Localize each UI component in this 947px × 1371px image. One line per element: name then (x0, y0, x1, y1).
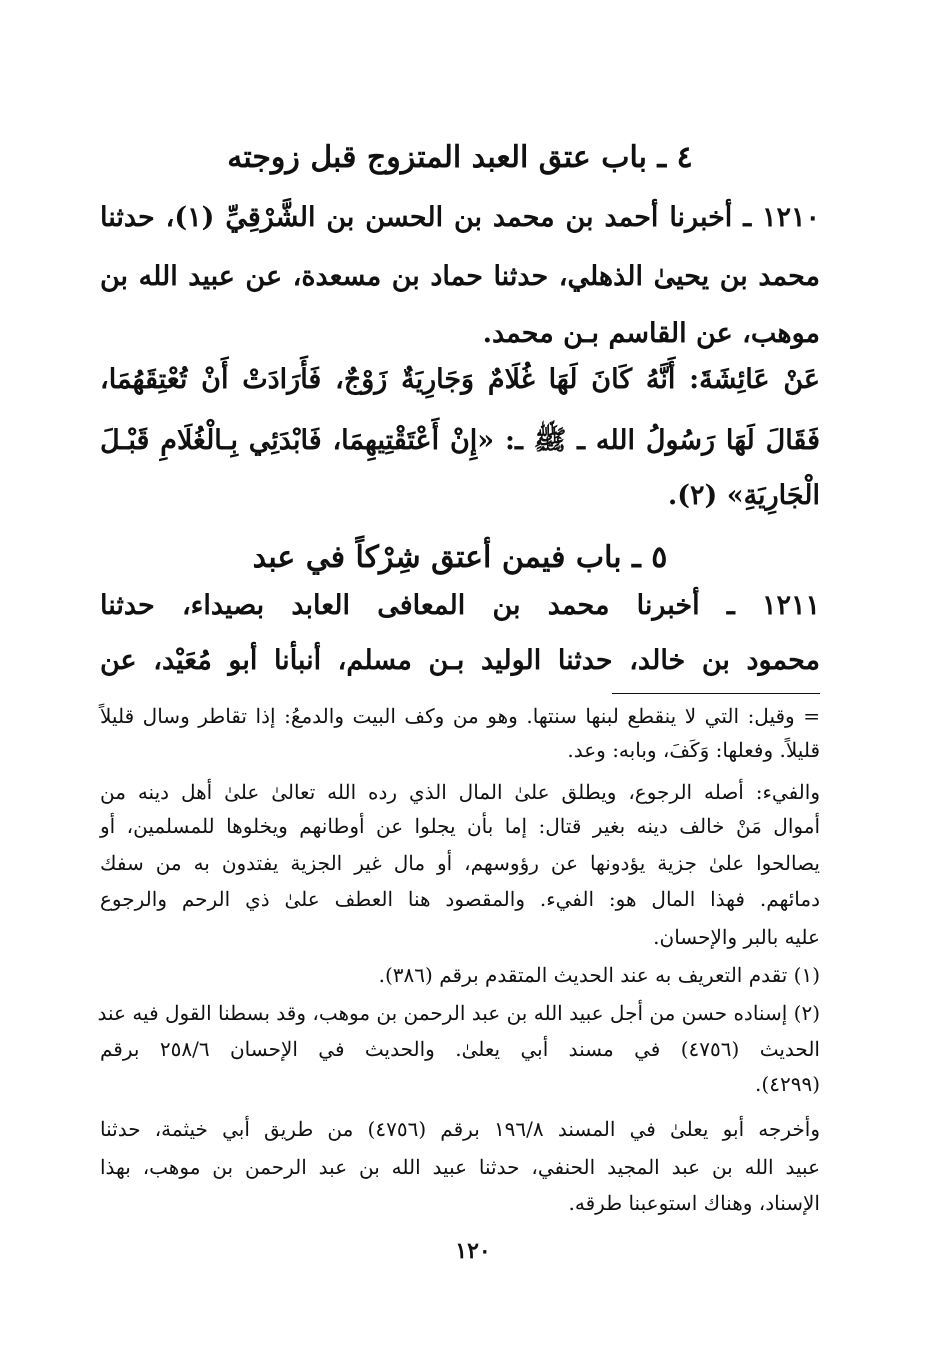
hadith-1210-line-1: ١٢١٠ ـ أخبرنا أحمد بن محمد بن الحسن بن الشَّرْقِيِّ (١)، حدثنا (100, 202, 821, 233)
section-heading-4: ٤ ـ باب عتق العبد المتزوج قبل زوجته (227, 140, 693, 175)
hadith-1211-line-1: ١٢١١ ـ أخبرنا محمد بن المعافى العابد بصيداء، حدثنا (100, 590, 820, 621)
footnote-line-5: يصالحوا علىٰ جزية يؤدونها عن رؤوسهم، أو مال غير الجزية يفتدون به من سفك (100, 851, 820, 875)
hadith-1210-line-4: عَنْ عَائِشَةَ: أَنَّهُ كَانَ لَهَا غُلَامٌ وَجَارِيَةٌ زَوْجٌ، فَأَرَادَتْ أَنْ تُعْتِقَهُمَا، (100, 364, 820, 395)
footnote-1: (١) تقدم التعريف به عند الحديث المتقدم برقم (٣٨٦). (378, 963, 820, 987)
footnote-2-line-4: وأخرجه أبو يعلىٰ في المسند ١٩٦/٨ برقم (٤٧٥٦) من طريق أبي خيثمة، حدثنا (100, 1117, 821, 1141)
hadith-1210-line-6: الْجَارِيَةِ» (٢). (667, 480, 820, 511)
section-heading-5: ٥ ـ باب فيمن أعتق شِرْكاً في عبد (252, 540, 668, 575)
footnote-separator (612, 693, 820, 694)
footnote-line-1: = وقيل: التي لا ينقطع لبنها سنتها. وهو من وكف البيت والدمعُ: إذا تقاطر وسال قليلاً (100, 704, 820, 728)
footnote-line-4: أموال مَنْ خالف دينه بغير قتال: إما بأن يجلوا عن أوطانهم ويخلوها للمسلمين، أو (100, 814, 820, 838)
footnote-2-line-2: الحديث (٤٧٥٦) في مسند أبي يعلىٰ. والحديث في الإحسان ٢٥٨/٦ برقم (100, 1037, 820, 1061)
hadith-1211-line-2: محمود بن خالد، حدثنا الوليد بـن مسلم، أنبأنا أبو مُعَيْد، عن (100, 645, 820, 676)
footnote-line-6: دمائهم. فهذا المال هو: الفيء. والمقصود هنا العطف علىٰ ذي الرحم والرجوع (100, 887, 820, 911)
hadith-1210-line-3: موهب، عن القاسم بـن محمد. (482, 318, 820, 349)
footnote-line-3: والفيء: أصله الرجوع، ويطلق علىٰ المال الذي رده الله تعالىٰ علىٰ أهل دينه من (100, 780, 820, 804)
footnote-line-7: عليه بالبر والإحسان. (653, 925, 820, 949)
footnote-2-line-1: (٢) إسناده حسن من أجل عبيد الله بن عبد الرحمن بن موهب، وقد بسطنا القول فيه عند (97, 1001, 820, 1025)
footnote-line-2: قليلاً. وفعلها: وَكَفَ، وبابه: وعد. (567, 738, 820, 762)
footnote-2-line-5: عبيد الله بن عبد المجيد الحنفي، حدثنا عبيد الله بن عبد الرحمن بن موهب، بهذا (100, 1155, 820, 1179)
footnote-2-line-6: الإسناد، وهناك استوعبنا طرقه. (568, 1191, 820, 1215)
hadith-1210-line-5: فَقَالَ لَهَا رَسُولُ الله ـ ﷺ ـ: «إِنْ أَعْتَقْتِيهِمَا، فَابْدَئِي بِـالْغُلَامِ قَبْـلَ (100, 425, 820, 456)
hadith-1210-line-2: محمد بن يحيىٰ الذهلي، حدثنا حماد بن مسعدة، عن عبيد الله بن (100, 261, 820, 292)
page-number: ١٢٠ (455, 1238, 491, 1264)
footnote-2-line-3: (٤٢٩٩). (755, 1072, 820, 1096)
